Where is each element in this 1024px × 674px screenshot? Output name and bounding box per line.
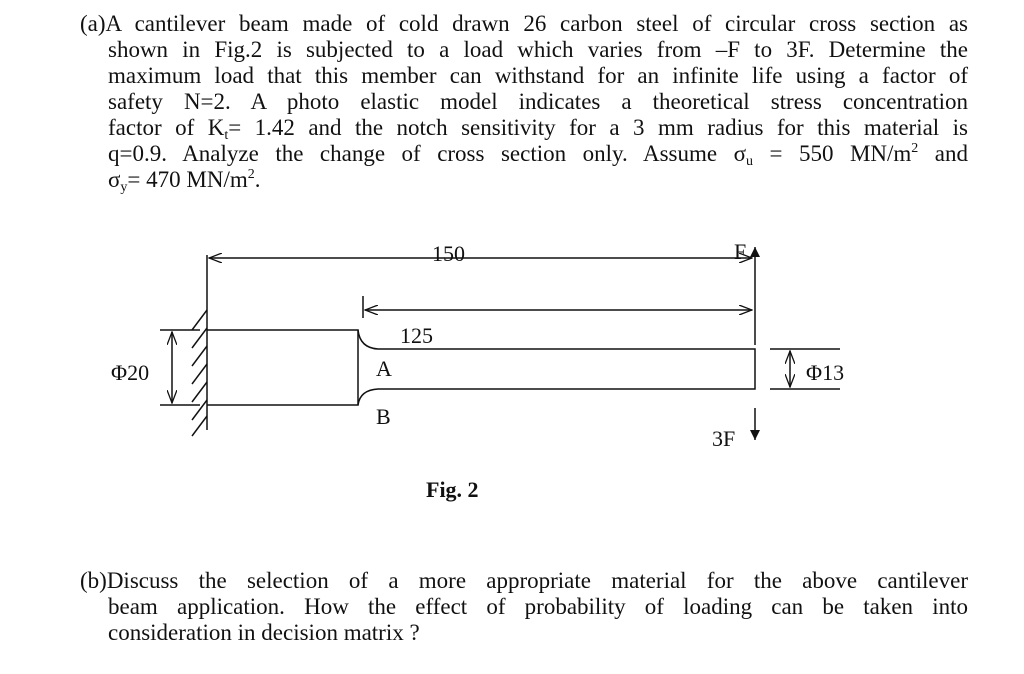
text-line: safety N=2. A photo elastic model indicates a theoretical stress concentration	[108, 89, 968, 114]
text-line: consideration in decision matrix ?	[108, 620, 420, 645]
text: = 470 MN/m	[127, 167, 248, 192]
text: .	[254, 167, 261, 192]
superscript: 2	[247, 167, 255, 182]
text: q=0.9. Analyze the change of cross section only. Assume σ	[108, 141, 746, 166]
subscript: t	[224, 128, 229, 143]
text-line: beam application. How the effect of probability of loading can be taken into	[108, 594, 968, 619]
text-line: shown in Fig.2 is subjected to a load which varies from –F to 3F. Determine the	[108, 37, 968, 62]
large-shaft	[207, 330, 358, 405]
text: = 1.42 and the notch sensitivity for a 3 mm radius for this material is	[228, 115, 968, 140]
text-line: maximum load that this member can withstand for an infinite life using a factor of	[108, 63, 968, 88]
wall-hatching	[192, 310, 207, 436]
subscript: y	[120, 180, 128, 195]
text-line: (b)Discuss the selection of a more appropriate material for the above cantilever	[80, 568, 968, 593]
figure-caption: Fig. 2	[426, 477, 479, 502]
dia-large-label: Φ20	[111, 360, 150, 385]
point-b-label: B	[376, 404, 391, 429]
dim-125-label: 125	[400, 323, 433, 348]
superscript: 2	[911, 141, 919, 156]
subscript: u	[745, 154, 753, 169]
point-a-label: A	[376, 356, 392, 381]
dim-150-label: 150	[432, 241, 465, 266]
text: factor of K	[108, 115, 225, 140]
text: σ	[108, 167, 121, 192]
text-line: (a)A cantilever beam made of cold drawn 26 carbon steel of circular cross section as	[80, 11, 968, 36]
load-3f-label: 3F	[712, 426, 736, 451]
load-f-label: F	[734, 239, 747, 264]
text: and	[918, 141, 969, 166]
text: = 550 MN/m	[752, 141, 912, 166]
dia-small-label: Φ13	[806, 360, 845, 385]
